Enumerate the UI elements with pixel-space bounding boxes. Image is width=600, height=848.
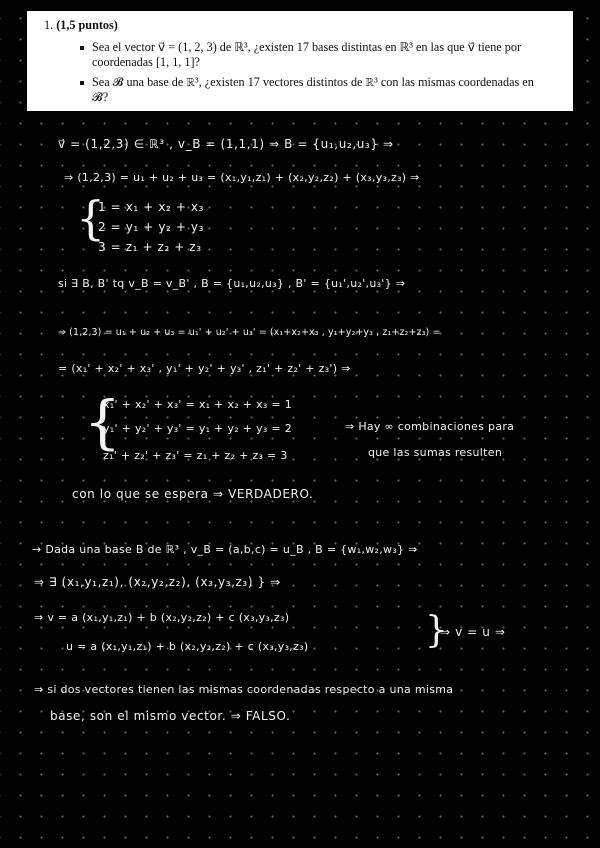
problem-points: (1,5 puntos) xyxy=(56,18,118,32)
hw-line-basis-vectors: ⇒ ∃ (x₁,y₁,z₁), (x₂,y₂,z₂), (x₃,y₃,z₃) } ⇒ xyxy=(34,575,281,589)
hw-system1-eq2: 2 = y₁ + y₂ + y₃ xyxy=(98,220,205,234)
hw-note-sums-result: que las sumas resulten xyxy=(368,446,503,459)
hw-conclusion-true: con lo que se espera ⇒ VERDADERO. xyxy=(72,487,314,501)
hw-system1-eq1: 1 = x₁ + x₂ + x₃ xyxy=(98,200,205,214)
hw-line-u-expansion: u = a (x₁,y₁,z₁) + b (x₂,y₂,z₂) + c (x₃,y₃,z₃) xyxy=(66,640,309,653)
hw-line-given-basis: → Dada una base B de ℝ³ , v_B = (a,b,c) = u_B , B = {w₁,w₂,w₃} ⇒ xyxy=(32,543,418,556)
problem-number: 1. xyxy=(44,18,54,32)
hw-line-sum-vectors: ⇒ (1,2,3) = u₁ + u₂ + u₃ = (x₁,y₁,z₁) + (x₂,y₂,z₂) + (x₃,y₃,z₃) ⇒ xyxy=(64,171,420,184)
problem-item-2: Sea 𝓑 una base de ℝ³, ¿existen 17 vectores distintos de ℝ³ con las mismas coordenadas en 𝓑? xyxy=(92,75,557,106)
hw-system2-eq2: y₁' + y₂' + y₃' = y₁ + y₂ + y₃ = 2 xyxy=(103,422,293,435)
hw-conclusion-false: base, son el mismo vector. ⇒ FALSO. xyxy=(50,709,291,723)
hw-line-two-bases: si ∃ B, B' tq v_B = v_B' , B = {u₁,u₂,u₃} , B' = {u₁',u₂',u₃'} ⇒ xyxy=(58,277,406,290)
system-brace-2: { xyxy=(84,388,121,456)
closing-brace: { xyxy=(425,610,448,651)
hw-system2-eq3: z₁' + z₂' + z₃' = z₁ + z₂ + z₃ = 3 xyxy=(103,449,288,462)
problem-title xyxy=(44,18,557,34)
hw-line-same-coordinates: ⇒ si dos vectores tienen las mismas coordenadas respecto a una misma xyxy=(34,683,454,696)
hw-line-v-equals-u: ⇒ v = u ⇒ xyxy=(440,625,506,639)
hw-line-v-expansion: ⇒ v = a (x₁,y₁,z₁) + b (x₂,y₂,z₂) + c (x₃,y₃,z₃) xyxy=(34,611,290,624)
hw-line-equal-sums: ⇒ (1,2,3) = u₁ + u₂ + u₃ = u₁' + u₂' + u₃' = (x₁+x₂+x₃ , y₁+y₂+y₃ , z₁+z₂+z₃) = xyxy=(58,327,441,338)
hw-note-infinite-combinations: ⇒ Hay ∞ combinaciones para xyxy=(345,420,515,433)
problem-item-1: Sea el vector v⃗ = (1, 2, 3) de ℝ³, ¿existen 17 bases distintas en ℝ³ en las que v⃗ tiene por coordenadas [1, 1, 1]? xyxy=(92,40,557,71)
problem-statement xyxy=(27,11,573,111)
hw-line-primed-sums: = (x₁' + x₂' + x₃' , y₁' + y₂' + y₃' , z₁' + z₂' + z₃') ⇒ xyxy=(58,362,351,375)
hw-system1-eq3: 3 = z₁ + z₂ + z₃ xyxy=(98,240,202,254)
hw-line-given-vector: v⃗ = (1,2,3) ∈ ℝ³ , v_B = (1,1,1) ⇒ B = {u₁,u₂,u₃} ⇒ xyxy=(58,137,394,151)
system-brace-1: { xyxy=(76,191,106,245)
problem-items xyxy=(44,40,557,106)
hw-system2-eq1: x₁' + x₂' + x₃' = x₁ + x₂ + x₃ = 1 xyxy=(103,398,293,411)
